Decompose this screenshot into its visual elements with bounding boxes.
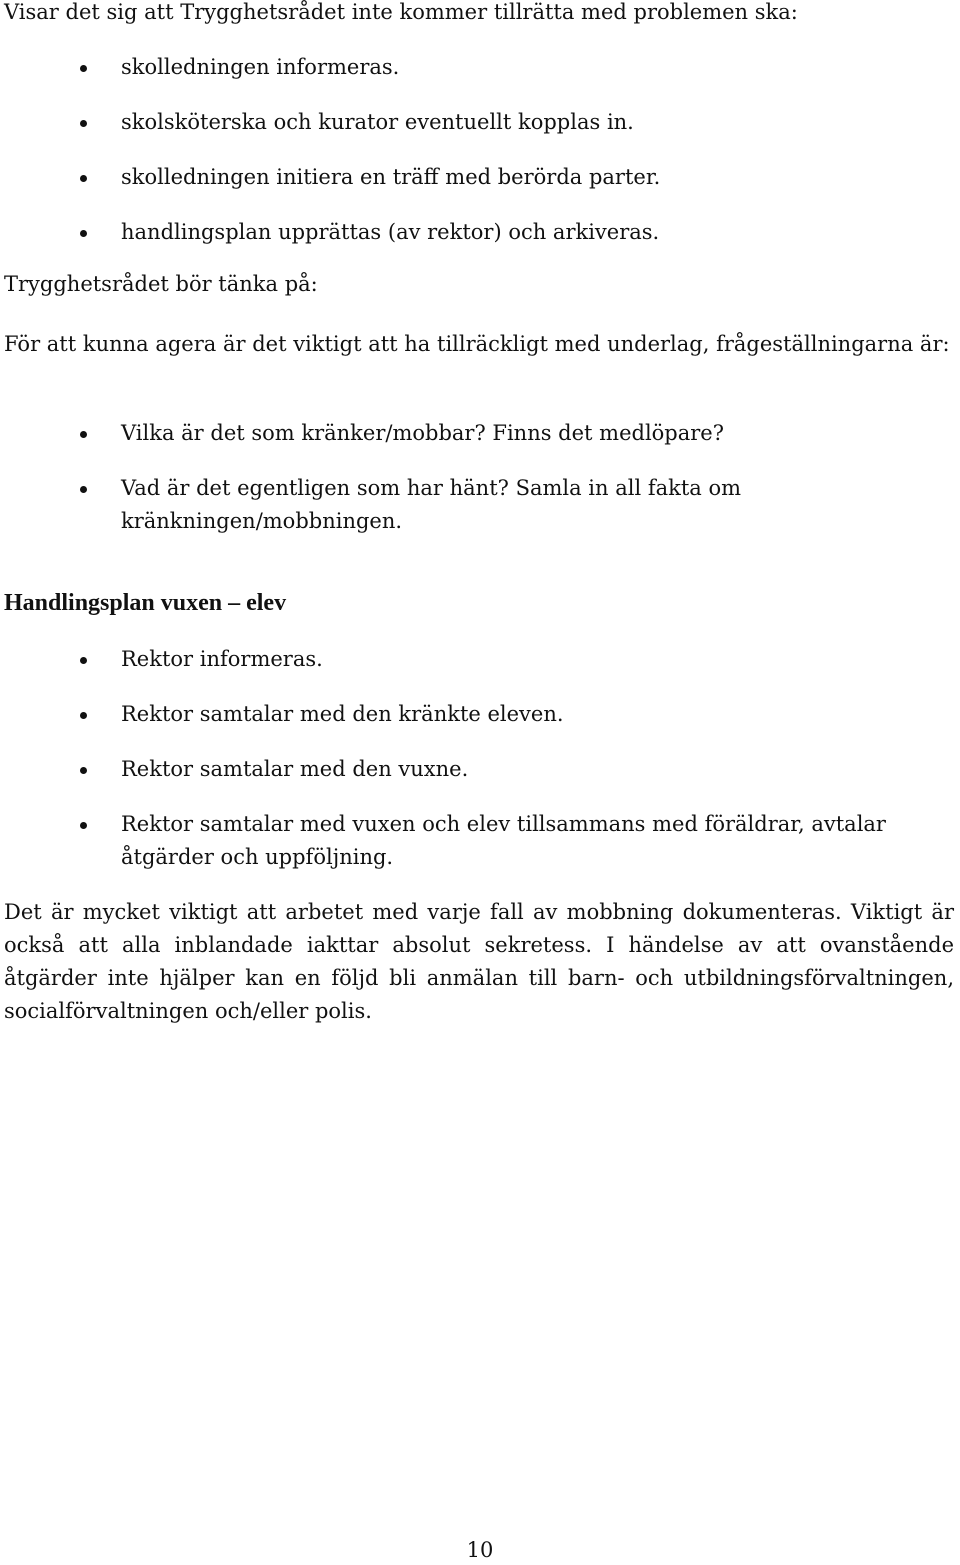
list-item [0,51,940,84]
list-item [0,808,941,874]
section-heading: Handlingsplan vuxen – elev [4,590,287,616]
think-heading: Trygghetsrådet bör tänka på: [4,272,318,296]
bullet-icon [80,486,87,493]
list-item [0,216,940,249]
list-item [0,161,940,194]
list-item-text: skolsköterska och kurator eventuellt kopplas in. [121,110,634,134]
list-item-text: skolledningen informeras. [121,55,400,79]
questions-list [0,417,940,538]
list-item [0,753,940,786]
bullet-icon [80,65,87,72]
procedure-list [0,643,940,874]
bullet-icon [80,657,87,664]
bullet-icon [80,767,87,774]
list-item-text: skolledningen initiera en träff med berörda parter. [121,165,661,189]
closing-paragraph: Det är mycket viktigt att arbetet med varje fall av mobbning dokumenteras. Viktigt är också att alla inblandade iakttar absolut sekretess. I händelse av att ovanstående åtgärder inte hjälper kan en följd bli anmälan till barn- och utbildningsförvaltningen, socialförvaltningen och/eller polis. [4,900,954,1023]
bullet-icon [80,230,87,237]
bullet-icon [80,120,87,127]
think-paragraph: För att kunna agera är det viktigt att ha tillräckligt med underlag, frågeställningarna är: [4,332,950,356]
list-item [0,643,940,676]
bullet-icon [80,175,87,182]
list-item-text: Rektor samtalar med den vuxne. [121,757,469,781]
list-item-text: Rektor samtalar med den kränkte eleven. [121,702,564,726]
bullet-icon [80,431,87,438]
list-item [0,106,940,139]
list-item-text: Rektor samtalar med vuxen och elev tillsammans med föräldrar, avtalar åtgärder och uppföljning. [121,812,886,869]
list-item [0,417,940,450]
list-item [0,698,940,731]
list-item-text: Rektor informeras. [121,647,323,671]
page-number: 10 [466,1538,494,1562]
list-item-text: Vilka är det som kränker/mobbar? Finns det medlöpare? [121,421,724,445]
bullet-icon [80,712,87,719]
list-item [0,472,801,538]
actions-list [0,51,940,249]
list-item-text: Vad är det egentligen som har hänt? Samla in all fakta om kränkningen/mobbningen. [121,476,742,533]
intro-paragraph: Visar det sig att Trygghetsrådet inte kommer tillrätta med problemen ska: [4,0,798,24]
list-item-text: handlingsplan upprättas (av rektor) och arkiveras. [121,220,660,244]
bullet-icon [80,822,87,829]
